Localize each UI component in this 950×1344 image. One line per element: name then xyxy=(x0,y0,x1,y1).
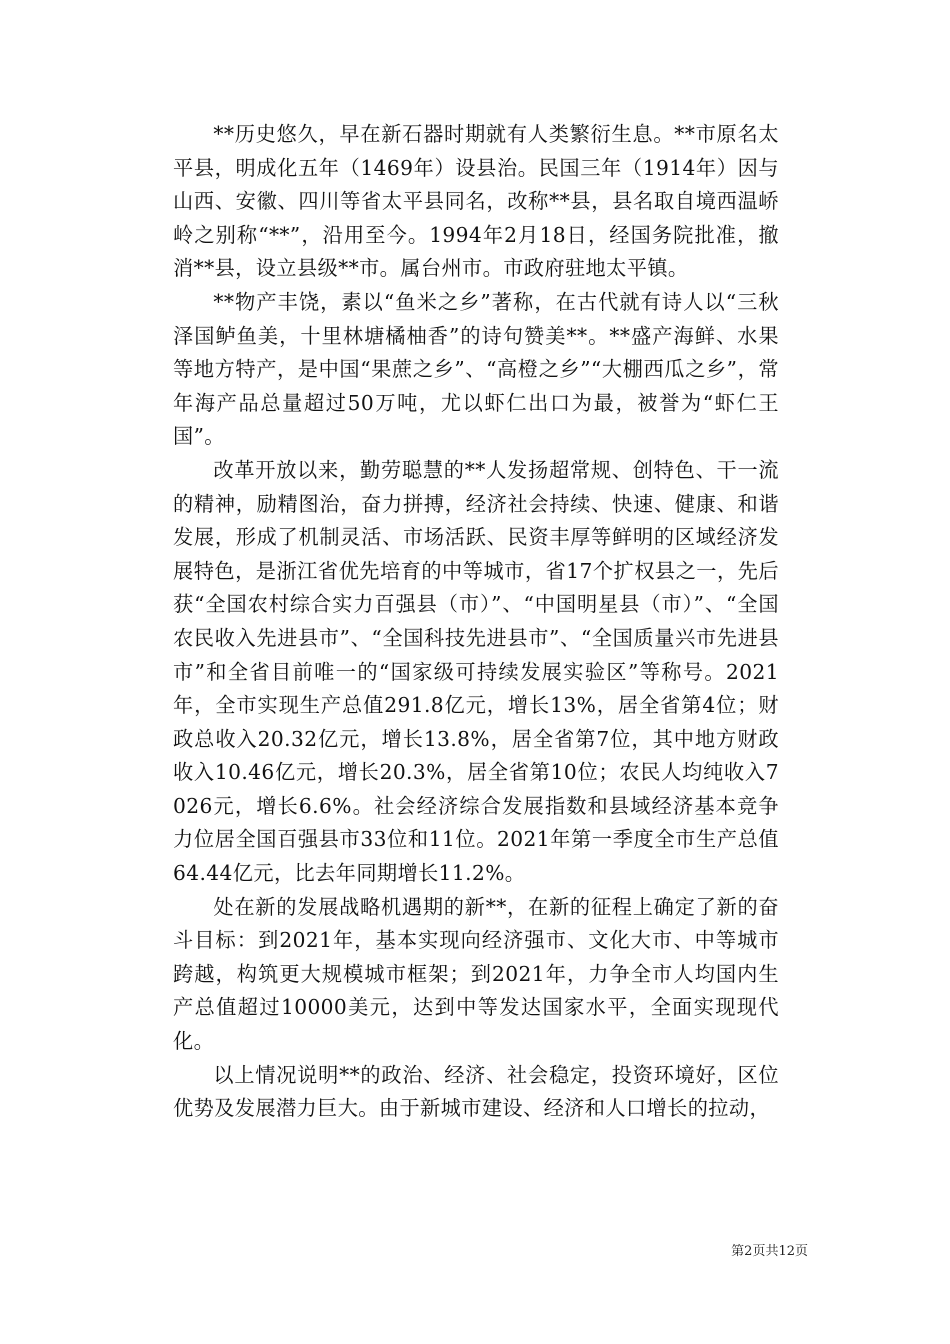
paragraph-economy: 改革开放以来，勤劳聪慧的**人发扬超常规、创特色、干一流的精神，励精图治，奋力拼搏，经济社会持续、快速、健康、和谐发展，形成了机制灵活、市场活跃、民资丰厚等鲜明的区域经济发展特色，是浙江省优先培育的中等城市，省17个扩权县之一，先后获“全国农村综合实力百强县（市）”、“中国明星县（市）”、“全国农民收入先进县市”、“全国科技先进县市”、“全国质量兴市先进县市”和全省目前唯一的“国家级可持续发展实验区”等称号。2021年，全市实现生产总值291.8亿元，增长13%，居全省第4位；财政总收入20.32亿元，增长13.8%，居全省第7位，其中地方财政收入10.46亿元，增长20.3%，居全省第10位；农民人均纯收入7026元，增长6.6%。社会经济综合发展指数和县域经济基本竞争力位居全国百强县市33位和11位。2021年第一季度全市生产总值64.44亿元，比去年同期增长11.2%。 xyxy=(173,457,779,886)
document-body xyxy=(173,118,779,1126)
page-number-footer: 第2页共12页 xyxy=(731,1244,808,1259)
paragraph-goals: 处在新的发展战略机遇期的新**，在新的征程上确定了新的奋斗目标：到2021年，基本实现向经济强市、文化大市、中等城市跨越，构筑更大规模城市框架；到2021年，力争全市人均国内生产总值超过10000美元，达到中等发达国家水平，全面实现现代化。 xyxy=(173,894,779,1054)
paragraph-summary: 以上情况说明**的政治、经济、社会稳定，投资环境好，区位优势及发展潜力巨大。由于新城市建设、经济和人口增长的拉动， xyxy=(173,1062,779,1121)
paragraph-products: **物产丰饶，素以“鱼米之乡”著称，在古代就有诗人以“三秋泽国鲈鱼美，十里林塘橘柚香”的诗句赞美**。**盛产海鲜、水果等地方特产，是中国“果蔗之乡”、“高橙之乡”“大棚西瓜之乡”，常年海产品总量超过50万吨，尤以虾仁出口为最，被誉为“虾仁王国”。 xyxy=(173,289,779,449)
paragraph-history: **历史悠久，早在新石器时期就有人类繁衍生息。**市原名太平县，明成化五年（1469年）设县治。民国三年（1914年）因与山西、安徽、四川等省太平县同名，改称**县，县名取自境西温峤岭之别称“**”，沿用至今。1994年2月18日，经国务院批准，撤消**县，设立县级**市。属台州市。市政府驻地太平镇。 xyxy=(173,122,779,281)
